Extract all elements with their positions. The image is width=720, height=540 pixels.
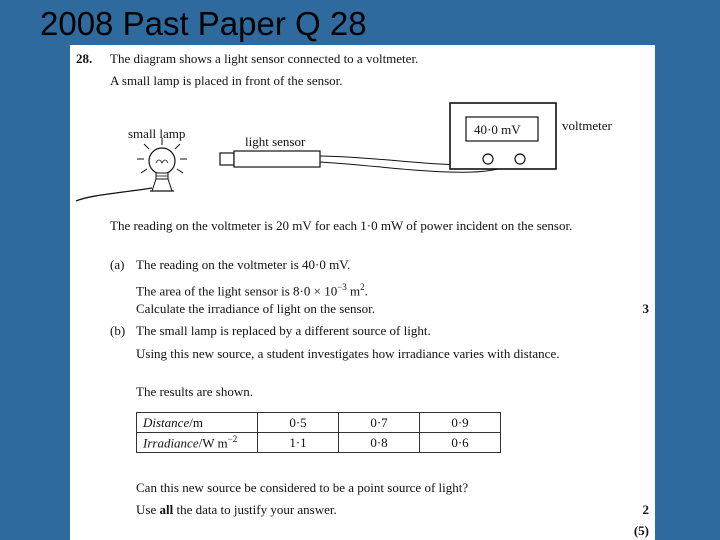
lamp-cable [76, 188, 152, 201]
table-cell: 0·6 [420, 433, 501, 453]
part-b-line-1: The small lamp is replaced by a different source of light. [136, 323, 431, 338]
part-b-question-line-2: Use all the data to justify your answer. [136, 502, 337, 517]
part-b-marks: 2 [642, 502, 649, 517]
sensor-label: light sensor [245, 134, 306, 149]
part-b-label: (b) [110, 323, 126, 338]
part-a-line-1: The reading on the voltmeter is 40·0 mV. [136, 257, 351, 272]
table-cell: 0·9 [420, 413, 501, 433]
part-b-line-2: Using this new source, a student investigates how irradiance varies with distance. [136, 346, 560, 361]
part-a-line-2: The area of the light sensor is $8\cdot 0 \times 10^{-3}$ $m^2$. [136, 282, 368, 299]
exam-question-page [70, 45, 655, 540]
slide-title: 2008 Past Paper Q 28 [40, 5, 367, 42]
light-sensor-icon [220, 153, 234, 165]
lamp-bulb-icon [149, 148, 175, 174]
part-a-line-3: Calculate the irradiance of light on the sensor. [136, 301, 375, 316]
table-row [137, 433, 501, 453]
voltmeter-reading: 40·0 mV [474, 122, 521, 137]
lamp-label: small lamp [128, 126, 186, 141]
results-table [136, 412, 501, 453]
voltmeter-label: voltmeter [562, 118, 612, 133]
intro-line-1: The diagram shows a light sensor connected to a voltmeter. [110, 51, 419, 66]
part-b-question-line-1: Can this new source be considered to be a point source of light? [136, 480, 469, 495]
distance-header: Distance/m [137, 413, 258, 433]
voltmeter-terminal-1 [483, 154, 493, 164]
table-row [137, 413, 501, 433]
table-cell: 1·1 [258, 433, 339, 453]
question-number: 28. [76, 51, 93, 66]
part-a-label: (a) [110, 257, 125, 272]
intro-line-2: A small lamp is placed in front of the sensor. [110, 73, 343, 88]
table-cell: 0·5 [258, 413, 339, 433]
irradiance-header: Irradiance/W $m^{-2}$ [137, 433, 258, 453]
voltmeter-terminal-2 [515, 154, 525, 164]
lamp-stand-icon [152, 179, 172, 191]
part-b-line-3: The results are shown. [136, 384, 253, 399]
reading-statement: The reading on the voltmeter is 20 mV for each 1·0 mW of power incident on the sensor. [110, 218, 573, 233]
table-cell: 0·8 [339, 433, 420, 453]
part-a-marks: 3 [642, 301, 649, 316]
total-marks: (5) [633, 523, 649, 538]
table-cell: 0·7 [339, 413, 420, 433]
